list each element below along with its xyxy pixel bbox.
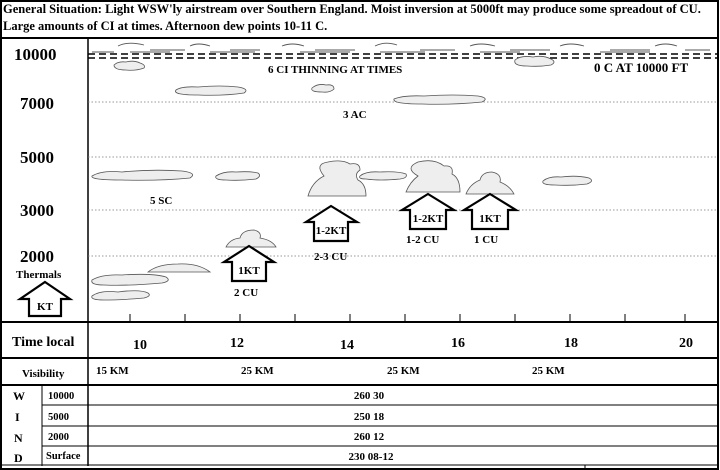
- label-cu-1: 1 CU: [474, 234, 499, 246]
- altitude-label-10000: 10000: [14, 45, 57, 64]
- visibility-value: 15 KM: [96, 365, 129, 377]
- altitude-label-3000: 3000: [20, 201, 54, 220]
- altitude-axis: [14, 45, 57, 266]
- label-cu-2-3: 2-3 CU: [314, 251, 348, 263]
- thermal-strength-3: 1-2KT: [412, 213, 444, 225]
- wind-letter: W: [13, 389, 25, 403]
- wind-value: 260 30: [353, 390, 385, 402]
- visibility-values: [96, 365, 565, 377]
- time-tick: 12: [230, 336, 244, 351]
- freezing-level-label: 0 C AT 10000 FT: [594, 60, 689, 75]
- altitude-label-7000: 7000: [20, 94, 54, 113]
- time-axis: [130, 314, 685, 322]
- time-tick: 16: [451, 336, 465, 351]
- label-ac: 3 AC: [343, 109, 367, 121]
- label-sc: 5 SC: [150, 195, 173, 207]
- visibility-value: 25 KM: [241, 365, 274, 377]
- wind-letter: D: [14, 451, 23, 465]
- time-ticks: [133, 336, 693, 353]
- label-cu-1-2: 1-2 CU: [406, 234, 440, 246]
- wind-letters: [13, 389, 25, 465]
- wind-level: Surface: [46, 451, 81, 462]
- time-tick: 14: [340, 338, 354, 353]
- visibility-value: 25 KM: [532, 365, 565, 377]
- thermal-strength-1: 1KT: [238, 265, 260, 277]
- thermal-strength-0: KT: [37, 301, 53, 313]
- wind-value: 260 12: [353, 431, 385, 443]
- time-axis-label: Time local: [12, 335, 75, 350]
- wind-level: 10000: [48, 391, 75, 402]
- time-tick: 10: [133, 338, 147, 353]
- label-cu-2: 2 CU: [234, 287, 259, 299]
- wind-letter: N: [14, 431, 23, 445]
- wind-value: 250 18: [353, 411, 385, 423]
- visibility-label: Visibility: [22, 368, 65, 380]
- time-tick: 20: [679, 336, 693, 351]
- thermal-strength-2: 1-2KT: [315, 225, 347, 237]
- cloud-blobs: [92, 56, 592, 300]
- visibility-value: 25 KM: [387, 365, 420, 377]
- wind-level: 5000: [48, 412, 69, 423]
- label-ci: 6 CI THINNING AT TIMES: [268, 64, 403, 76]
- wind-value: 230 08-12: [348, 451, 394, 463]
- time-tick: 18: [564, 336, 578, 351]
- altitude-label-2000: 2000: [20, 247, 54, 266]
- freezing-level-line: [88, 54, 718, 58]
- thermal-strength-4: 1KT: [479, 213, 501, 225]
- label-thermals: Thermals: [16, 269, 62, 281]
- cirrus-clouds: [92, 43, 710, 52]
- wind-letter: I: [15, 410, 20, 424]
- general-situation-text: General Situation: Light WSW'ly airstream over Southern England. Moist inversion at 5000ft may produce some spreadout of CU. Large amounts of CI at times. Afternoon dew points 10-11 C.: [3, 2, 701, 33]
- wind-level: 2000: [48, 432, 69, 443]
- altitude-label-5000: 5000: [20, 148, 54, 167]
